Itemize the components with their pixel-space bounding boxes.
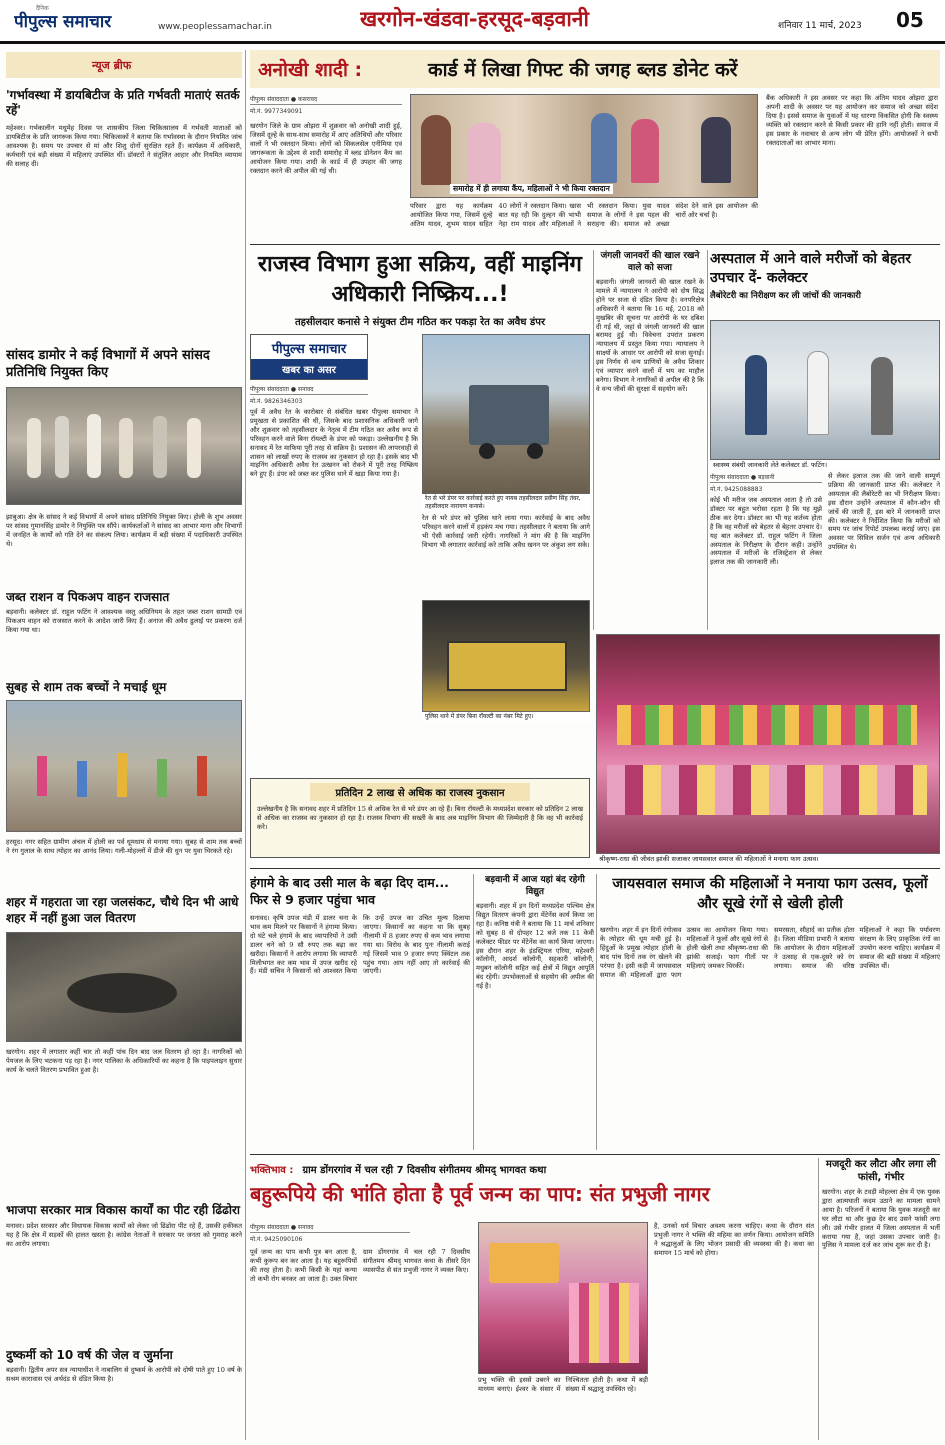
hospital-body: कोई भी मरीज जब अस्पताल आता है तो उसे डॉक्टर पर बहुत भरोसा रहता है कि यह मुझे ठीक कर देगा। डॉक्टर का भी यह कर्तव्य होता है कि वह मरीजों को बेहतर से बेहतर उपचार दे। यह बात कलेक्टर डॉ. राहुल फटिंग ने जिला अस्पताल के निरीक्षण के दौरान कही। उन्होंने अस्पताल में मरीजों के रजिस्ट्रेशन से लेकर इलाज तक की जानकारी ली। — [710, 496, 822, 567]
wedding-phone: मो.नं. 9977349091 — [250, 108, 303, 114]
bhagwat-byline: पीपुल्स संवाददाता ● सनावद — [250, 1222, 410, 1233]
wedding-body-2: परिवार द्वारा यह कार्यक्रम आयोजित किया गया, जिसमें दूल्हे अंतिम यादव, शुभम यादव सहित 40 लोगों ने रक्तदान किया। खास बात यह रही कि दुल्हन की भाभी नेहा राम यादव और महिलाओं ने भी रक्तदान किया। युवा यादव समाज के लोगों ने इस पहल की सराहना की। समाज को अच्छा संदेश देने वाले इस आयोजन की चारों ओर चर्चा है। — [410, 202, 758, 228]
brief-title: शहर में गहराता जा रहा जलसंकट, चौथे दिन भी आधे शहर में नहीं हुआ जल वितरण — [6, 895, 239, 925]
section-title: खरगोन-खंडवा-हरसूद-बड़वानी — [360, 7, 589, 31]
revenue-subhead: तहसीलदार कनासे ने संयुक्त टीम गठित कर पकड़ा रेत का अवैध डंपर — [294, 317, 546, 328]
brief-title: सांसद डामोर ने कई विभागों में अपने सांसद प्रतिनिधि नियुक्त किए — [6, 348, 210, 380]
wedding-byline: पीपुल्स संवाददाता ● कसरावद — [250, 94, 402, 105]
laborer-headline: मजदूरी कर लौटा और लगा ली फांसी, गंभीर — [825, 1159, 937, 1183]
laborer-body: खरगोन। शहर के टवड़ी मोहल्ला क्षेत्र में एक युवक द्वारा आत्मघाती कदम उठाने का मामला सामने आया है। परिजनों ने बताया कि युवक मजदूरी कर घर लौटा था और कुछ देर बाद उसने फांसी लगा ली। उसे गंभीर हालत में जिला अस्पताल में भर्ती कराया गया है, जहां उसका उपचार जारी है। पुलिस ने मामला दर्ज कर जांच शुरू कर दी है। — [822, 1188, 940, 1250]
badge-text: खबर का असर — [251, 359, 367, 379]
hospital-body-2: से लेकर इलाज तक की जाने वाली सम्पूर्ण प्रक्रिया की जानकारी प्राप्त की। कलेक्टर ने अस्पताल की लैबोरेटरी का भी निरीक्षण किया। इस दौरान उन्होंने अस्पताल में कौन-कौन सी जांचें की जाती हैं, इस बारे में जानकारी प्राप्त की। कलेक्टर ने निर्देशित किया कि मरीजों को समय पर जांच रिपोर्ट उपलब्ध कराई जाए। इस अवसर पर सिविल सर्जन एवं अन्य अधिकारी उपस्थित थे। — [828, 472, 940, 552]
bhagwat-body-2: प्रभु भक्ति की इससे उबरने का माध्यम बनाएं। ईश्वर के संसार में निश्चितता होती है। कथा में बड़ी संख्या में श्रद्धालु उपस्थित रहे। — [478, 1376, 648, 1393]
market-body: सनावद। कृषि उपज मंडी में डालर चना के भाव कम मिलने पर किसानों ने हंगामा किया। दो घंटे चले हंगामे के बाद व्यापारियों ने उसी डालर चने को 9 सौ रुपए तक बढ़ा कर खरीदा। किसानों ने आरोप लगाया कि व्यापारी मिलीभगत कर कम भाव में उपज खरीद रहे हैं। मंडी सचिव ने किसानों को आश्वस्त किया कि उन्हें उपज का उचित मूल्य दिलाया जाएगा। किसानों का कहना था कि सुबह नीलामी में 8 हजार रुपए से कम भाव लगाया गया था। विरोध के बाद पुनः नीलामी कराई गई जिसमें भाव 9 हजार रुपए क्विंटल तक पहुंच गया। आप नहीं आए तो कार्रवाई की जाएगी। — [250, 914, 470, 976]
news-brief-label: न्यूज ब्रीफ — [6, 52, 242, 78]
revenue-phone: मो.नं. 9826346303 — [250, 398, 303, 404]
wedding-photo — [410, 94, 758, 198]
bhagwat-body-3: है, उनको धर्म विचार अवश्य करना चाहिए। कथा के दौरान संत प्रभुजी नागर ने भक्ति की महिमा का वर्णन किया। आयोजन समिति ने श्रद्धालुओं के लिए भोजन प्रसादी की व्यवस्था की है। कथा का समापन 15 मार्च को होगा। — [654, 1222, 814, 1257]
brief-body: हरसूद। नगर सहित ग्रामीण अंचल में होली का पर्व धूमधाम से मनाया गया। सुबह से शाम तक बच्चों ने रंग गुलाल के साथ त्योहार का आनंद लिया। गली-मोहल्लों में डीजे की धुन पर युवा थिरकते रहे। — [6, 838, 242, 855]
hospital-story — [710, 250, 940, 630]
wedding-kicker: अनोखी शादी : — [258, 59, 363, 81]
hospital-byline-block — [710, 472, 822, 492]
dumper-photo-caption: रेत से भरे डंपर पर कार्रवाई करते हुए नायब तहसीलदार प्रवीण सिंह तंवर, तहसीलदार नारायण कनासे। — [422, 494, 590, 511]
market-headline: हंगामे के बाद उसी माल के बढ़ा दिए दाम... फिर से 9 हजार पहुंचा भाव — [250, 875, 449, 907]
section-divider — [250, 244, 940, 245]
column-divider — [593, 250, 594, 630]
page-number: 05 — [896, 8, 924, 32]
logo-tag: दैनिक — [36, 5, 49, 12]
jaiswal-women-photo — [596, 634, 940, 854]
badge-logo: पीपुल्स समाचार — [251, 335, 367, 359]
issue-date: शनिवार 11 मार्च, 2023 — [778, 21, 862, 31]
wedding-story — [250, 50, 940, 240]
brief-title: भाजपा सरकार मात्र विकास कार्यों का पीट रही ढिंढोरा — [6, 1203, 240, 1217]
newspaper-logo — [14, 4, 154, 34]
news-brief-column — [6, 52, 242, 1440]
laborer-story — [822, 1158, 940, 1440]
jaiswal-body-2: समरसता, सौहार्द का प्रतीक होता है। जिला मीडिया प्रभारी ने बताया कि आयोजन के दौरान महिलाओं ने उत्साह से एक-दूसरे को रंग लगाया। समाज की वरिष्ठ महिलाओं ने कहा कि पर्यावरण संरक्षण के लिए प्राकृतिक रंगों का उपयोग करना चाहिए। कार्यक्रम में समाज की बड़ी संख्या में महिलाएं उपस्थित थीं। — [774, 926, 940, 970]
power-headline: बड़वानी में आज यहां बंद रहेगी विद्युत — [485, 875, 585, 897]
hospital-photo — [710, 320, 940, 460]
wedding-body-3: बैंक अधिकारी ने इस अवसर पर कहा कि अंतिम यादव ओझरा द्वारा अपनी शादी के अवसर पर यह आयोजन कर समाज को अच्छा संदेश दिया है। इससे समाज के युवाओं में यह धारणा विकसित होगी कि स्वस्थ्य व्यक्ति को रक्तदान करने से किसी प्रकार की हानि नहीं होती। समाज में इस प्रकार के नवाचार से अन्य लोग भी प्रेरित होंगे। आयोजकों ने सभी रक्तदाताओं का आभार माना। — [766, 94, 938, 147]
brief-item-children — [6, 680, 242, 890]
revenue-body: पूर्व में अवैध रेत के कारोबार से संबंधित खबर पीपुल्स समाचार ने प्रमुखता से प्रकाशित की थी, जिसके बाद प्रशासनिक अधिकारी जागे और शुक्रवार को तहसीलदार के नेतृत्व में टीम गठित कर अवैध रूप से परिवहन करने वाले बिना रॉयल्टी के डंपर को पकड़ा। उल्लेखनीय है कि सनावद में रेत माफिया पूरी तरह से सक्रिय है। प्रशासन की लापरवाही से शासन को लाखों रुपए के राजस्व का नुकसान हो रहा है। इसके बाद भी माइनिंग अधिकारी अवैध रेत उत्खनन को रोकने में पूरी तरह निष्क्रिय बने हुए हैं। डंपर को जब्त कर पुलिस थाने में खड़ा किया गया है। — [250, 408, 418, 479]
bhagwat-kicker-bar — [250, 1158, 815, 1178]
column-divider — [596, 874, 597, 1150]
logo-text: पीपुल्स समाचार — [14, 12, 112, 32]
wedding-headline-bar — [250, 50, 940, 88]
power-body: बड़वानी। शहर में इन दिनों मध्यप्रदेश पश्चिम क्षेत्र विद्युत वितरण कंपनी द्वारा मेंटेनेंस कार्य किया जा रहा है। कनिष्ठ यंत्री ने बताया कि 11 मार्च शनिवार को सुबह 8 से दोपहर 12 बजे तक 11 केवी कलेक्टर फीडर पर मेंटेनेंस का कार्य किया जाएगा। इस दौरान शहर के इंडस्ट्रियल एरिया, महेश्वरी कॉलोनी, आदर्श कॉलोनी, सहकारी कॉलोनी, मधुबन कॉलोनी सहित कई क्षेत्रों में विद्युत आपूर्ति बंद रहेगी। उपभोक्ताओं से सहयोग की अपील की गई है। — [476, 902, 594, 991]
revenue-byline: पीपुल्स संवाददाता ● सनावद — [250, 384, 368, 395]
animals-body: बड़वानी। जंगली जानवरों की खाल रखने के मामले में न्यायालय ने आरोपी को दोष सिद्ध होने पर सजा से दंडित किया है। वनपरिक्षेत्र अधिकारी ने बताया कि 16 मई, 2018 को मुखबिर की सूचना पर आरोपी के घर दबिश दी गई थी, जहां से जंगली जानवरों की खाल बरामद हुई थी। विवेचना उपरांत प्रकरण न्यायालय में प्रस्तुत किया गया। न्यायालय ने साक्ष्यों के आधार पर आरोपी को सजा सुनाई। इस निर्णय से वन्य प्राणियों के अवैध शिकार एवं व्यापार करने वालों में भय का माहौल बनेगा। विभाग ने नागरिकों से अपील की है कि वे वन्य जीवों की सुरक्षा में सहयोग करें। — [596, 278, 704, 393]
column-divider — [818, 1158, 819, 1440]
column-divider — [473, 874, 474, 1150]
power-story — [476, 874, 594, 1150]
brief-body: महेश्वर। गर्भकालीन मधुमेह दिवस पर शासकीय जिला चिकित्सालय में गर्भवती माताओं को डायबिटीज के प्रति जागरूक किया गया। चिकित्सकों ने बताया कि गर्भावस्था के दौरान नियमित जांच आवश्यक है। समय पर उपचार से मां और शिशु दोनों सुरक्षित रहते हैं। कार्यक्रम में अधिकारी, कर्मचारी एवं बड़ी संख्या में महिलाएं उपस्थित थीं। डॉक्टरों ने संतुलित आहार और नियमित व्यायाम की सलाह दी। — [6, 124, 242, 168]
children-holi-photo — [6, 700, 242, 832]
hospital-byline: पीपुल्स संवाददाता ● बड़वानी — [710, 472, 822, 483]
wedding-body: खरगोन जिले के ग्राम ओझरा में शुक्रवार को अनोखी शादी हुई, जिसमें दूल्हे के साथ-साथ समारोह में आए अतिथियों और परिवार वालों ने भी रक्तदान किया। लोगों को सिकलसेल एनीमिया एवं जागरूकता के उद्देश्य से शादी समारोह में ब्लड डोनेशन कैंप का आयोजन किया गया। शादी के कार्ड में ही उपहार की जगह रक्तदान करने की अपील की गई थी। — [250, 122, 402, 175]
jaiswal-body: खरगोन। शहर में इन दिनों रंगोत्सव के त्योहार की धूम मची हुई है। हिंदुओं के प्रमुख त्योहार होली के बाद पांच दिनों तक रंग खेलने की परंपरा है। इसी कड़ी में जायसवाल समाज की महिलाओं द्वारा फाग उत्सव का आयोजन किया गया। महिलाओं ने फूलों और सूखे रंगों से होली खेली तथा श्रीकृष्ण-राधा की झांकी सजाई। फाग गीतों पर महिलाएं जमकर थिरकीं। — [600, 926, 768, 979]
impact-badge — [250, 334, 368, 380]
revenue-story — [250, 248, 590, 888]
column-divider — [245, 50, 246, 1440]
hospital-headline: अस्पताल में आने वाले मरीजों को बेहतर उपचार दें- कलेक्टर — [710, 251, 912, 286]
bhagwat-phone: मो.नं. 9425090106 — [250, 1236, 303, 1243]
hospital-photo-caption: स्वास्थ्य संबंधी जानकारी लेते कलेक्टर डॉ. फटिंग। — [710, 460, 940, 470]
section-divider — [250, 868, 940, 869]
bhagwat-body: पूर्व जन्म का पाप कभी पुत्र बन आता है, कभी कुरूप बन कर आता है। यह बहुरूपियों की तरह होता है। कभी किसी के यहां कन्या तो कभी रोग बनकर आ जाता है। उक्त विचार ग्राम डोंगरगांव में चल रही 7 दिवसीय संगीतमय श्रीमद् भागवत कथा के तीसरे दिन व्यासपीठ से संत प्रभुजी नागर ने व्यक्त किए। — [250, 1248, 470, 1283]
bhagwat-kicker: भक्तिभाव : — [250, 1165, 294, 1176]
mp-group-photo — [6, 387, 242, 505]
animals-story — [596, 250, 704, 630]
market-story — [250, 874, 470, 1150]
brief-title: दुष्कर्मी को 10 वर्ष की जेल व जुर्माना — [6, 1348, 173, 1362]
brief-title: 'गर्भावस्था में डायबिटीज के प्रति गर्भवती माताएं सतर्क रहें' — [6, 88, 240, 117]
brief-item-water — [6, 894, 242, 1194]
bhagwat-byline-block — [250, 1222, 410, 1244]
brief-title: जब्त राशन व पिकअप वाहन राजसात — [6, 590, 170, 604]
wedding-headline: कार्ड में लिखा गिफ्ट की जगह ब्लड डोनेट करें — [428, 59, 738, 81]
brief-title: सुबह से शाम तक बच्चों ने मचाई धूम — [6, 680, 167, 694]
bhagwat-crowd-photo — [478, 1222, 648, 1374]
revenue-body-2: रेत से भरे डंपर को पुलिस थाने लाया गया। कार्रवाई के बाद अवैध परिवहन करने वालों में हड़कंप मच गया। तहसीलदार ने बताया कि आगे भी ऐसी कार्रवाई जारी रहेगी। नागरिकों ने मांग की है कि माइनिंग विभाग भी लगातार कार्रवाई करे ताकि अवैध खनन पर अंकुश लग सके। — [422, 514, 590, 549]
box-title: प्रतिदिन 2 लाख से अधिक का राजस्व नुकसान — [310, 783, 530, 801]
jaiswal-story — [600, 874, 940, 1150]
dumper-photo — [422, 334, 590, 494]
masthead — [0, 0, 945, 44]
revenue-headline: राजस्व विभाग हुआ सक्रिय, वहीं माइनिंग अधिकारी निष्क्रिय...! — [258, 252, 582, 307]
jaiswal-headline: जायसवाल समाज की महिलाओं ने मनाया फाग उत्सव, फूलों और सूखे रंगों से खेली होली — [612, 876, 928, 912]
section-divider — [250, 1154, 940, 1155]
bhagwat-headline: बहुरूपिये की भांति होता है पूर्व जन्म का पाप: संत प्रभुजी नागर — [250, 1182, 710, 1206]
hospital-subhead: लैबोरेटरी का निरीक्षण कर ली जांचों की जानकारी — [710, 291, 861, 301]
wedding-photo-caption: समारोह में ही लगाया कैंप, महिलाओं ने भी किया रक्तदान — [450, 184, 613, 194]
column-divider — [707, 250, 708, 630]
wedding-byline-block — [250, 94, 402, 114]
brief-body: झाबुआ। क्षेत्र के सांसद ने कई विभागों में अपने सांसद प्रतिनिधि नियुक्त किए। होली के शुभ अवसर पर सांसद गुमानसिंह डामोर ने नियुक्ति पत्र सौंपे। कार्यकर्ताओं ने सांसद का आभार माना और विभागों में जनहित के कार्यों को गति देने का संकल्प लिया। कार्यक्रम में बड़ी संख्या में पदाधिकारी उपस्थित थे। — [6, 513, 242, 548]
revenue-byline-block — [250, 384, 368, 404]
brief-body: खरगोन। शहर में लगातार कहीं चार तो कहीं पांच दिन बाद जल वितरण हो रहा है। नागरिकों को पेयजल के लिए भटकना पड़ रहा है। नगर पालिका के अधिकारियों का कहना है कि पाइपलाइन सुधार कार्य के चलते वितरण प्रभावित हुआ है। — [6, 1048, 242, 1074]
women-photo-caption: श्रीकृष्ण-राधा की जीवंत झांकी सजाकर जायसवाल समाज की महिलाओं ने मनाया फाग उत्सव। — [596, 854, 940, 864]
brief-body: बड़वानी। कलेक्टर डॉ. राहुल फटिंग ने आवश्यक वस्तु अधिनियम के तहत जब्त राशन सामग्री एवं पिकअप वाहन को राजसात करने के आदेश जारी किए हैं। अनाज की अवैध ढुलाई पर प्रकरण दर्ज किया गया था। — [6, 608, 242, 634]
brief-item-court — [6, 1348, 242, 1440]
brief-body: बड़वानी। द्वितीय अपर सत्र न्यायाधीश ने नाबालिग से दुष्कर्म के आरोपी को दोषी पाते हुए 10 वर्ष के सश्रम कारावास एवं अर्थदंड से दंडित किया है। — [6, 1366, 242, 1383]
bhagwat-kicker-text: ग्राम डोंगरगांव में चल रही 7 दिवसीय संगीतमय श्रीमद् भागवत कथा — [302, 1165, 547, 1176]
police-photo-caption: पुलिस थाने में डंपर बिना रॉयल्टी का नंबर मिटे हुए। — [422, 712, 590, 722]
brief-item-diabetes — [6, 88, 242, 246]
website[interactable]: www.peoplessamachar.in — [158, 22, 272, 32]
police-station-photo — [422, 600, 590, 712]
bhagwat-story — [250, 1158, 815, 1440]
brief-body: मनावर। प्रदेश सरकार और विधायक विकास कार्यों को लेकर जो ढिंढोरा पीट रहे हैं, उसकी हकीकत यह है कि क्षेत्र में सड़कों की हालत खस्ता है। कांग्रेस नेताओं ने सरकार पर जनता को गुमराह करने का आरोप लगाया। — [6, 1222, 242, 1248]
revenue-loss-box — [250, 778, 590, 858]
animals-headline: जंगली जानवरों की खाल रखने वाले को सजा — [600, 251, 700, 273]
water-crisis-photo — [6, 932, 242, 1042]
brief-item-bjp — [6, 1202, 242, 1342]
hospital-phone: मो.नं. 9425088883 — [710, 486, 763, 492]
box-body: उल्लेखनीय है कि सनावद शहर में प्रतिदिन 15 से अधिक रेत से भरे डंपर आ रहे हैं। बिना रॉयल्टी के मध्यप्रदेश सरकार को प्रतिदिन 2 लाख से अधिक का राजस्व का नुकसान हो रहा है। राजस्व विभाग की सख्ती के बाद अब माइनिंग विभाग की जिम्मेदारी है कि वह भी कार्रवाई करे। — [257, 805, 583, 831]
brief-item-ration — [6, 590, 242, 670]
